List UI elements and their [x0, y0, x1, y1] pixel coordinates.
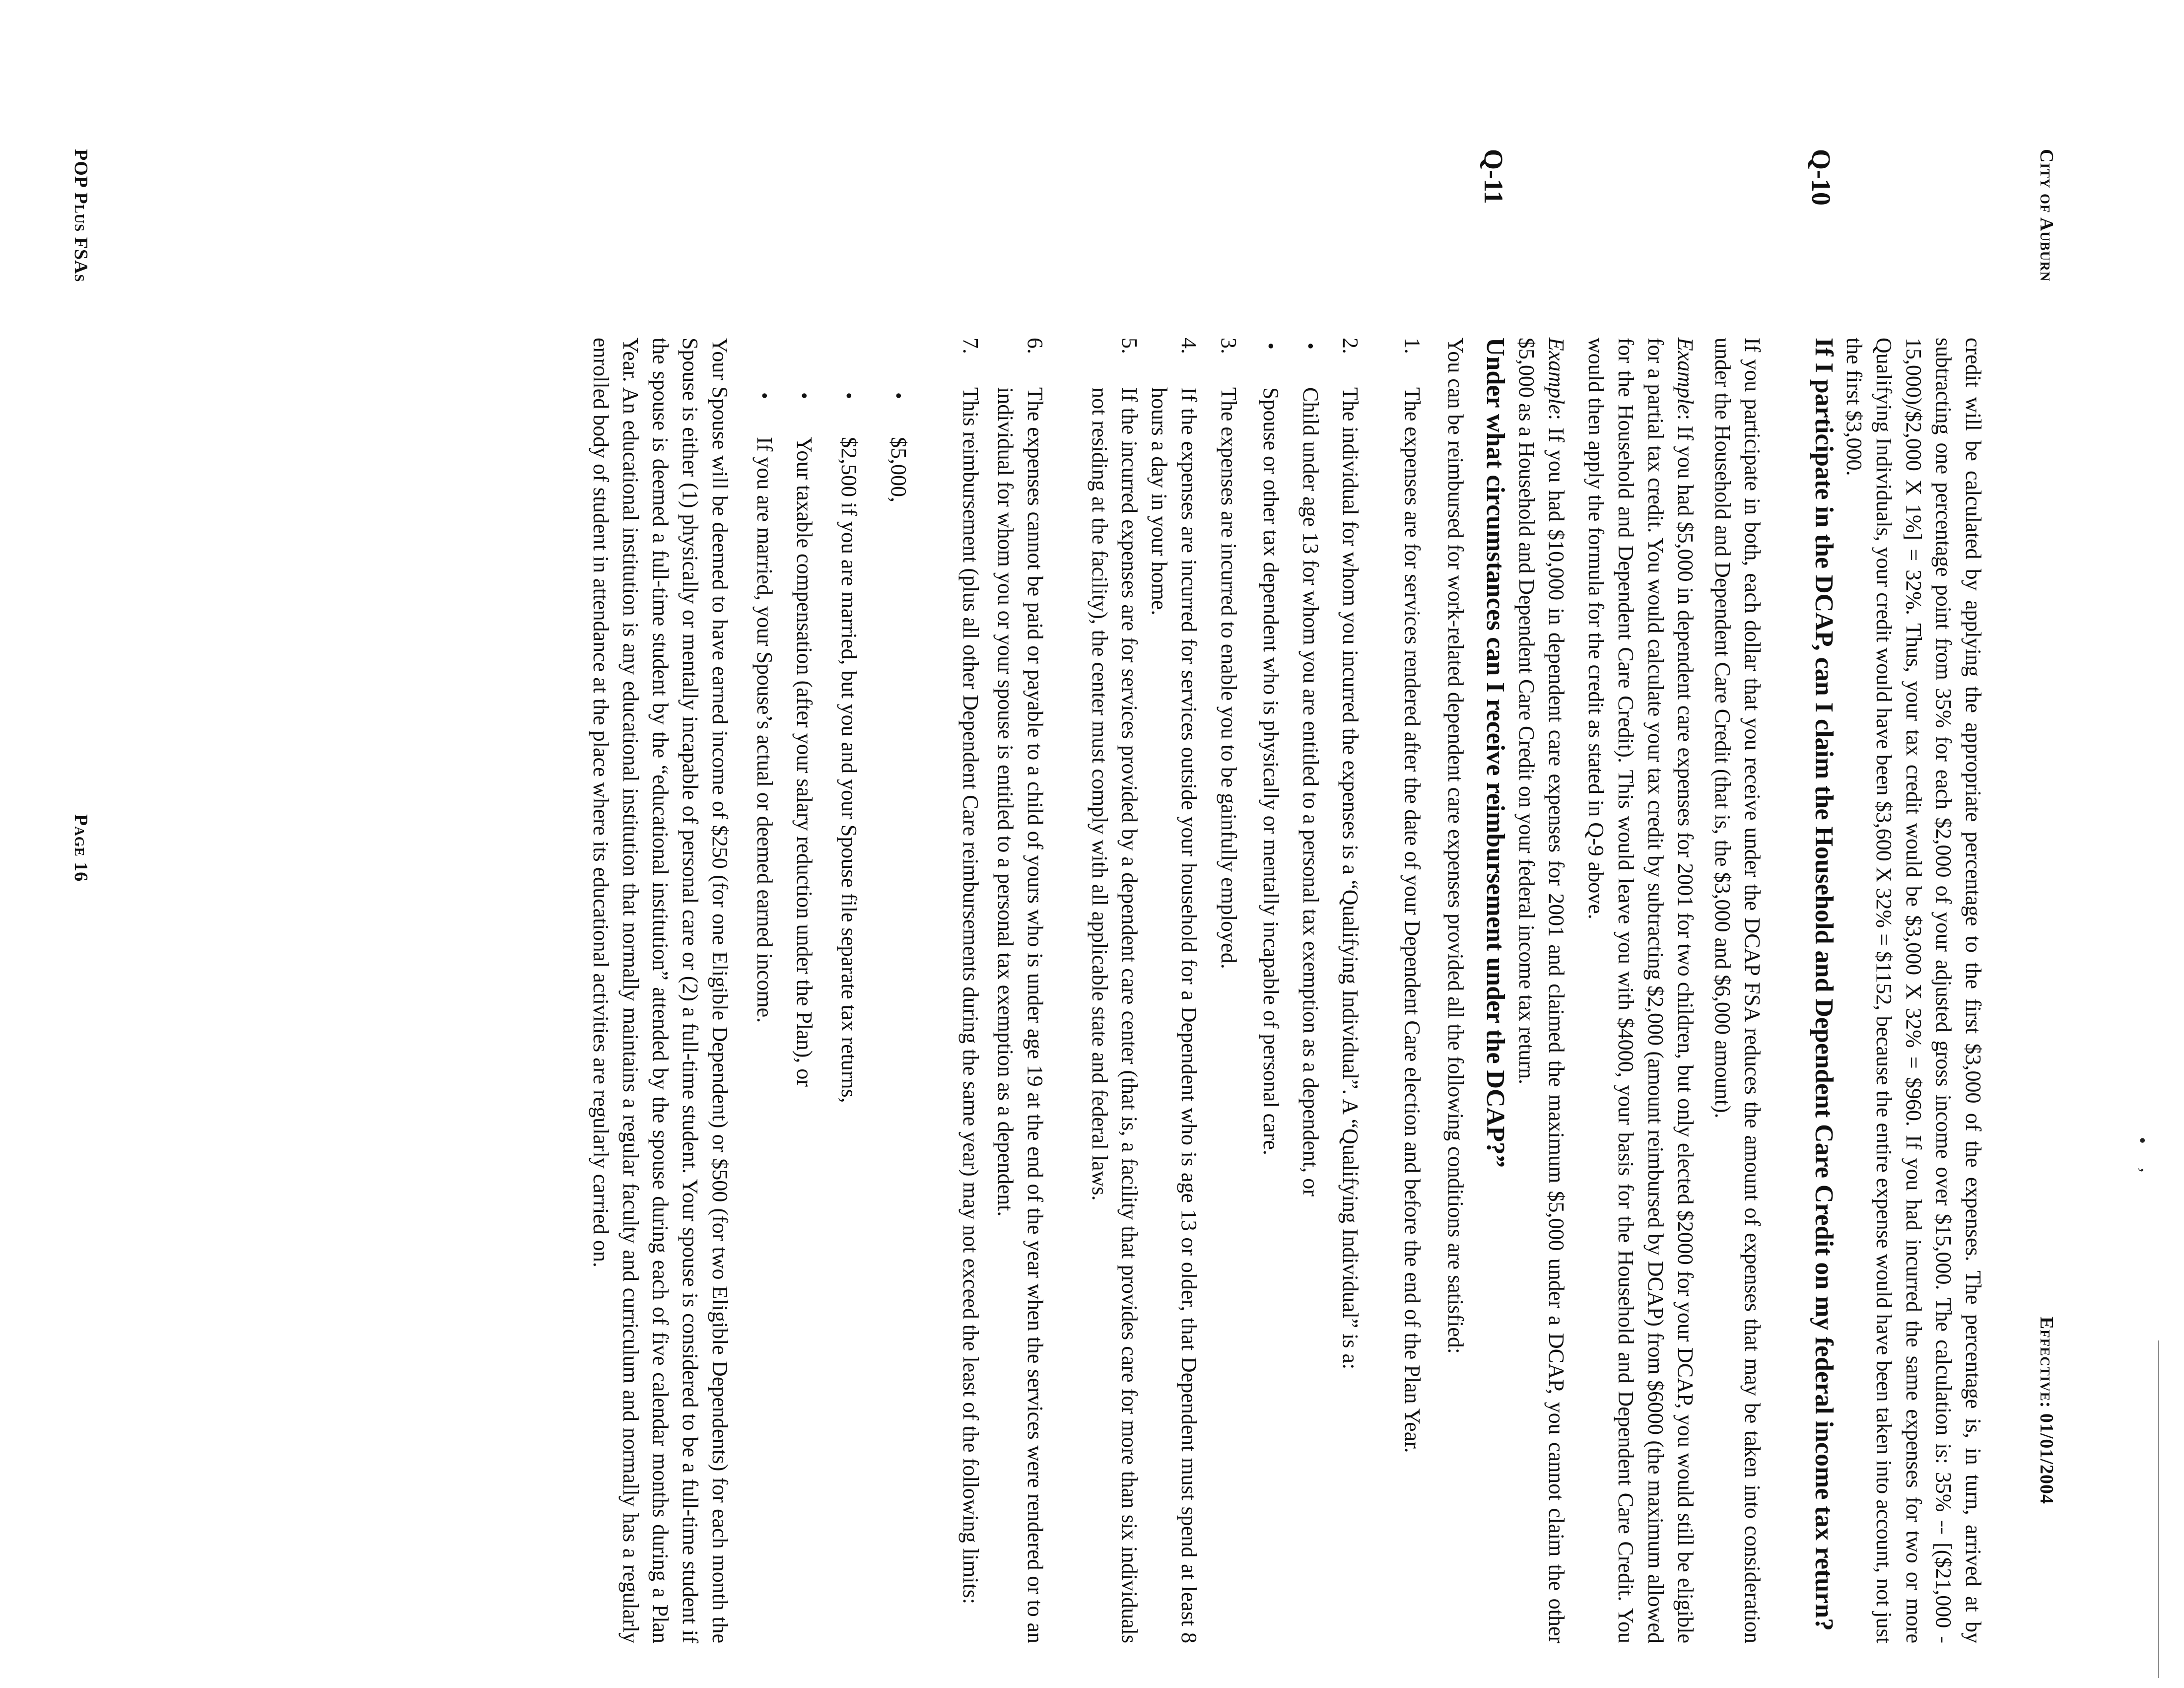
- q11-closing-paragraph: Your Spouse will be deemed to have earned income of $250 (for one Eligible Dependent) or $500 (for two Eligible Dependents) for each month the Spouse is either (1) physically or mentally incapable of personal care or (2) a full-time student. Your spouse is considered to be a full-time student if the spouse is deemed a full-time student by the “educational institution” attended by the spouse during each of five calendar months during a Plan Year. An educational institution is any educational institution that normally maintains a regular faculty and curriculum and normally has a regularly enrolled body of student in attendance at the place where its educational activities are regularly carried on.: [589, 338, 732, 1643]
- scan-mark-tick: ʼ: [2125, 1167, 2148, 1174]
- list-item-number: 3.: [1217, 338, 1241, 354]
- example-label: Example: [1673, 338, 1698, 414]
- bullet-icon: •: [838, 392, 860, 400]
- qualifying-bullet-text: Child under age 13 for whom you are entitled to a personal tax exemption as a dependent, or: [1298, 387, 1323, 1196]
- list-item-text: The expenses are incurred to enable you to be gainfully employed.: [1217, 387, 1241, 969]
- q10-paragraph-1: If you participate in both, each dollar that you receive under the DCAP FSA reduces the amount of expenses that may be taken into consideration under the Household and Dependent Care Credit (that is, the $3,000 and $6,000 amount).: [1710, 338, 1765, 1643]
- list-item-number: 2.: [1338, 338, 1363, 354]
- q11-intro: You can be reimbursed for work-related dependent care expenses provided all the following conditions are satisfied:: [1443, 338, 1468, 1354]
- footer-page-number: Page 16: [70, 814, 91, 882]
- list-item-text: The individual for whom you incurred the expenses is a “Qualifying Individual”. A “Qualifying Individual” is a:: [1338, 387, 1363, 1370]
- q10-paragraph-3: [1511, 338, 1571, 1643]
- bullet-icon: •: [793, 392, 816, 400]
- scan-mark-dot: •: [2131, 1137, 2154, 1144]
- q10-label: Q-10: [1806, 149, 1836, 206]
- list-item-text: If the incurred expenses are for services provided by a dependent care center (that is, a facility that provides care for more than six individuals not residing at the facility), the center must comply with all applicable state and federal laws.: [1088, 387, 1142, 1643]
- intro-paragraph: credit will be calculated by applying the appropriate percentage to the first $3,000 of the expenses. The percentage is, in turn, arrived at by subtracting one percentage point from 35% for each $2,000 of your adjusted gross income over $15,000. The calculation is: 35% -- [($21,000 - 15,000)/$2,000 X 1%] = 32%. Thus, your tax credit would be $3,000 X 32% = $960. If you had incurred the same expenses for two or more Qualifying Individuals, your credit would have been $3,600 X 32% = $1152, because the entire expense would have been taken into account, not just the first $3,000.: [1842, 338, 1985, 1643]
- q10-paragraph-2: [1581, 338, 1700, 1643]
- limit-bullet-text: $2,500 if you are married, but you and your Spouse file separate tax returns,: [837, 437, 861, 1103]
- header-organization: City of Auburn: [2036, 149, 2057, 282]
- bullet-icon: •: [1260, 343, 1282, 350]
- limit-bullet-text: Your taxable compensation (after your salary reduction under the Plan), or: [792, 437, 817, 1087]
- q11-title: Under what circumstances can I receive reimbursement under the DCAP?”: [1481, 338, 1509, 1168]
- list-item-text: The expenses are for services rendered after the date of your Dependent Care election and before the end of the Plan Year.: [1400, 387, 1425, 1453]
- bullet-icon: •: [887, 392, 910, 400]
- header-effective-date: Effective: 01/01/2004: [2036, 1316, 2057, 1504]
- list-item-number: 5.: [1117, 338, 1142, 354]
- list-item-number: 6.: [1023, 338, 1047, 354]
- q10-paragraph-2-text: : If you had $5,000 in dependent care expenses for 2001 for two children, but only elected $2000 for your DCAP, you would still be eligible for a partial tax credit. You would calculate your tax credit by subtracting $2,000 (amount reimbursed by DCAP) from $6000 (the maximum allowed for the Household and Dependent Care Credit). This would leave you with $4000, your basis for the Household and Dependent Care Credit. You would then apply the formula for the credit as stated in Q-9 above.: [1584, 338, 1698, 1643]
- list-item-number: 4.: [1177, 338, 1201, 354]
- scan-artifact-line: [2158, 1340, 2159, 1678]
- bullet-icon: •: [753, 392, 776, 400]
- limit-bullet-text: If you are married, your Spouse’s actual or deemed earned income.: [752, 437, 777, 1023]
- q10-title: If I participate in the DCAP, can I claim the Household and Dependent Care Credit on my federal income tax return?: [1810, 338, 1838, 1631]
- list-item-number: 1.: [1400, 338, 1425, 354]
- bullet-icon: •: [1299, 343, 1322, 350]
- example-label-2: Example: [1544, 338, 1569, 414]
- list-item-number: 7.: [958, 338, 983, 354]
- qualifying-bullet-text: Spouse or other tax dependent who is physically or mentally incapable of personal care.: [1259, 387, 1283, 1155]
- limit-bullet-text: $5,000,: [887, 437, 911, 502]
- q10-paragraph-3-text: : If you had $10,000 in dependent care expenses for 2001 and claimed the maximum $5,000 under a DCAP, you cannot claim the other $5,000 as a Household and Dependent Care Credit on your federal income tax return.: [1514, 338, 1569, 1643]
- list-item-text: The expenses cannot be paid or payable to a child of yours who is under age 19 at the end of the year when the services were rendered or to an individual for whom you or your spouse is entitled to a personal tax exemption as a dependent.: [993, 387, 1047, 1643]
- q11-label: Q-11: [1479, 149, 1508, 205]
- list-item-text: This reimbursement (plus all other Dependent Care reimbursements during the same year) may not exceed the least of the following limits:: [958, 387, 983, 1605]
- footer-plan-name: POP Plus FSAs: [70, 149, 91, 282]
- list-item-text: If the expenses are incurred for services outside your household for a Dependent who is age 13 or older, that Dependent must spend at least 8 hours a day in your home.: [1147, 387, 1201, 1643]
